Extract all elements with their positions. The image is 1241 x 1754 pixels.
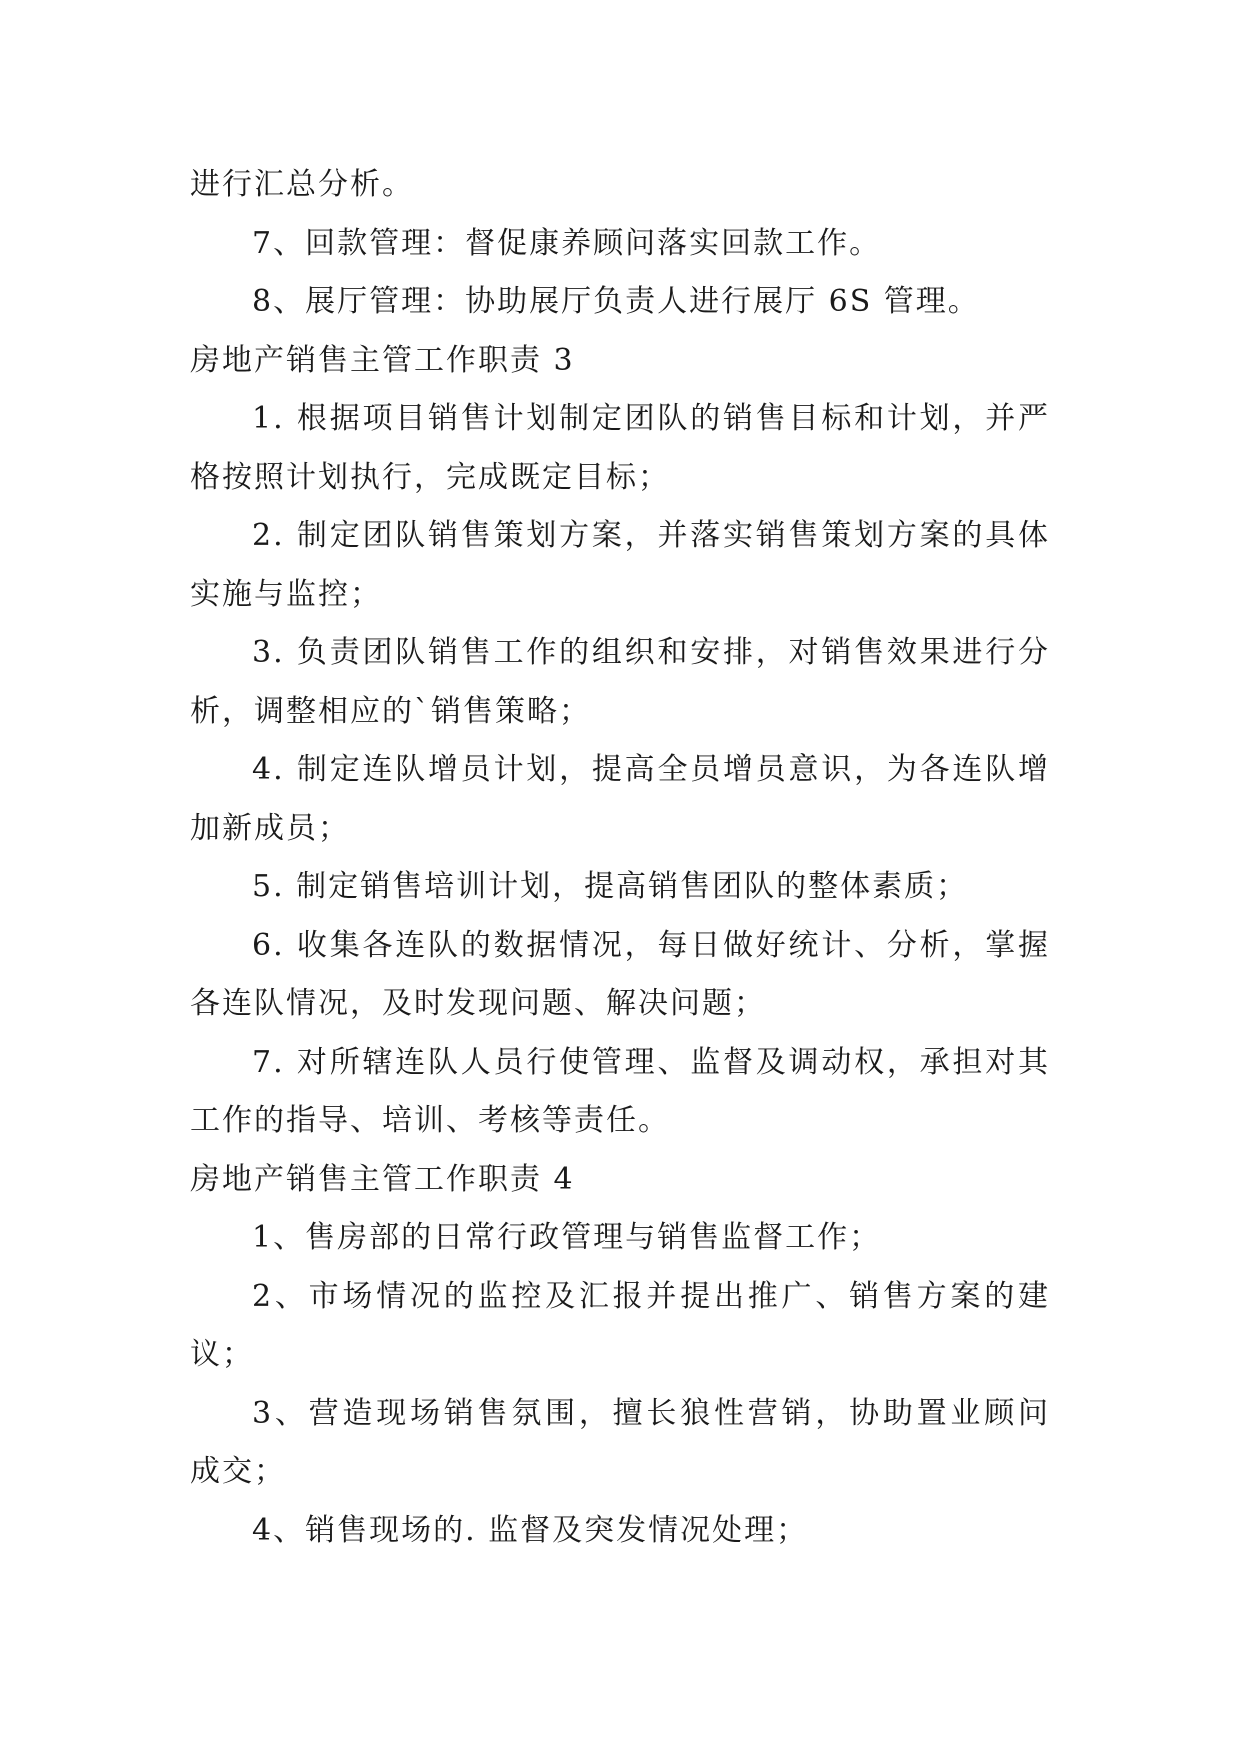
paragraph-line: 析，调整相应的`销售策略； — [190, 693, 591, 729]
paragraph-line: 加新成员； — [190, 810, 350, 846]
paragraph-line: 2、市场情况的监控及汇报并提出推广、销售方案的建 — [252, 1278, 1050, 1314]
paragraph-line: 1、售房部的日常行政管理与销售监督工作； — [252, 1220, 882, 1255]
paragraph-line: 格按照计划执行，完成既定目标； — [190, 459, 670, 495]
paragraph-line: 实施与监控； — [190, 576, 382, 612]
document-body — [190, 156, 1050, 1560]
paragraph-line: 进行汇总分析。 — [190, 167, 414, 202]
paragraph-line: 4. 制定连队增员计划，提高全员增员意识，为各连队增 — [252, 752, 1050, 787]
paragraph-line: 4、销售现场的. 监督及突发情况处理； — [252, 1512, 809, 1548]
paragraph-line: 2. 制定团队销售策划方案，并落实销售策划方案的具体 — [252, 518, 1050, 553]
paragraph-line: 6. 收集各连队的数据情况，每日做好统计、分析，掌握 — [252, 927, 1050, 963]
paragraph-line: 5. 制定销售培训计划，提高销售团队的整体素质； — [252, 869, 969, 904]
paragraph-line: 3、营造现场销售氛围，擅长狼性营销，协助置业顾问 — [252, 1395, 1050, 1431]
section-heading: 房地产销售主管工作职责 3 — [190, 342, 575, 378]
paragraph-line: 3. 负责团队销售工作的组织和安排，对销售效果进行分 — [252, 635, 1050, 670]
paragraph-line: 8、展厅管理：协助展厅负责人进行展厅 6S 管理。 — [252, 284, 980, 319]
section-heading: 房地产销售主管工作职责 4 — [190, 1161, 575, 1197]
paragraph-line: 1. 根据项目销售计划制定团队的销售目标和计划，并严 — [252, 401, 1050, 436]
paragraph-line: 各连队情况，及时发现问题、解决问题； — [190, 986, 766, 1021]
paragraph-line: 议； — [190, 1337, 254, 1372]
paragraph-line: 工作的指导、培训、考核等责任。 — [190, 1103, 670, 1138]
paragraph-line: 7、回款管理：督促康养顾问落实回款工作。 — [252, 225, 882, 261]
paragraph-line: 成交； — [190, 1454, 286, 1489]
paragraph-line: 7. 对所辖连队人员行使管理、监督及调动权，承担对其 — [252, 1044, 1050, 1080]
